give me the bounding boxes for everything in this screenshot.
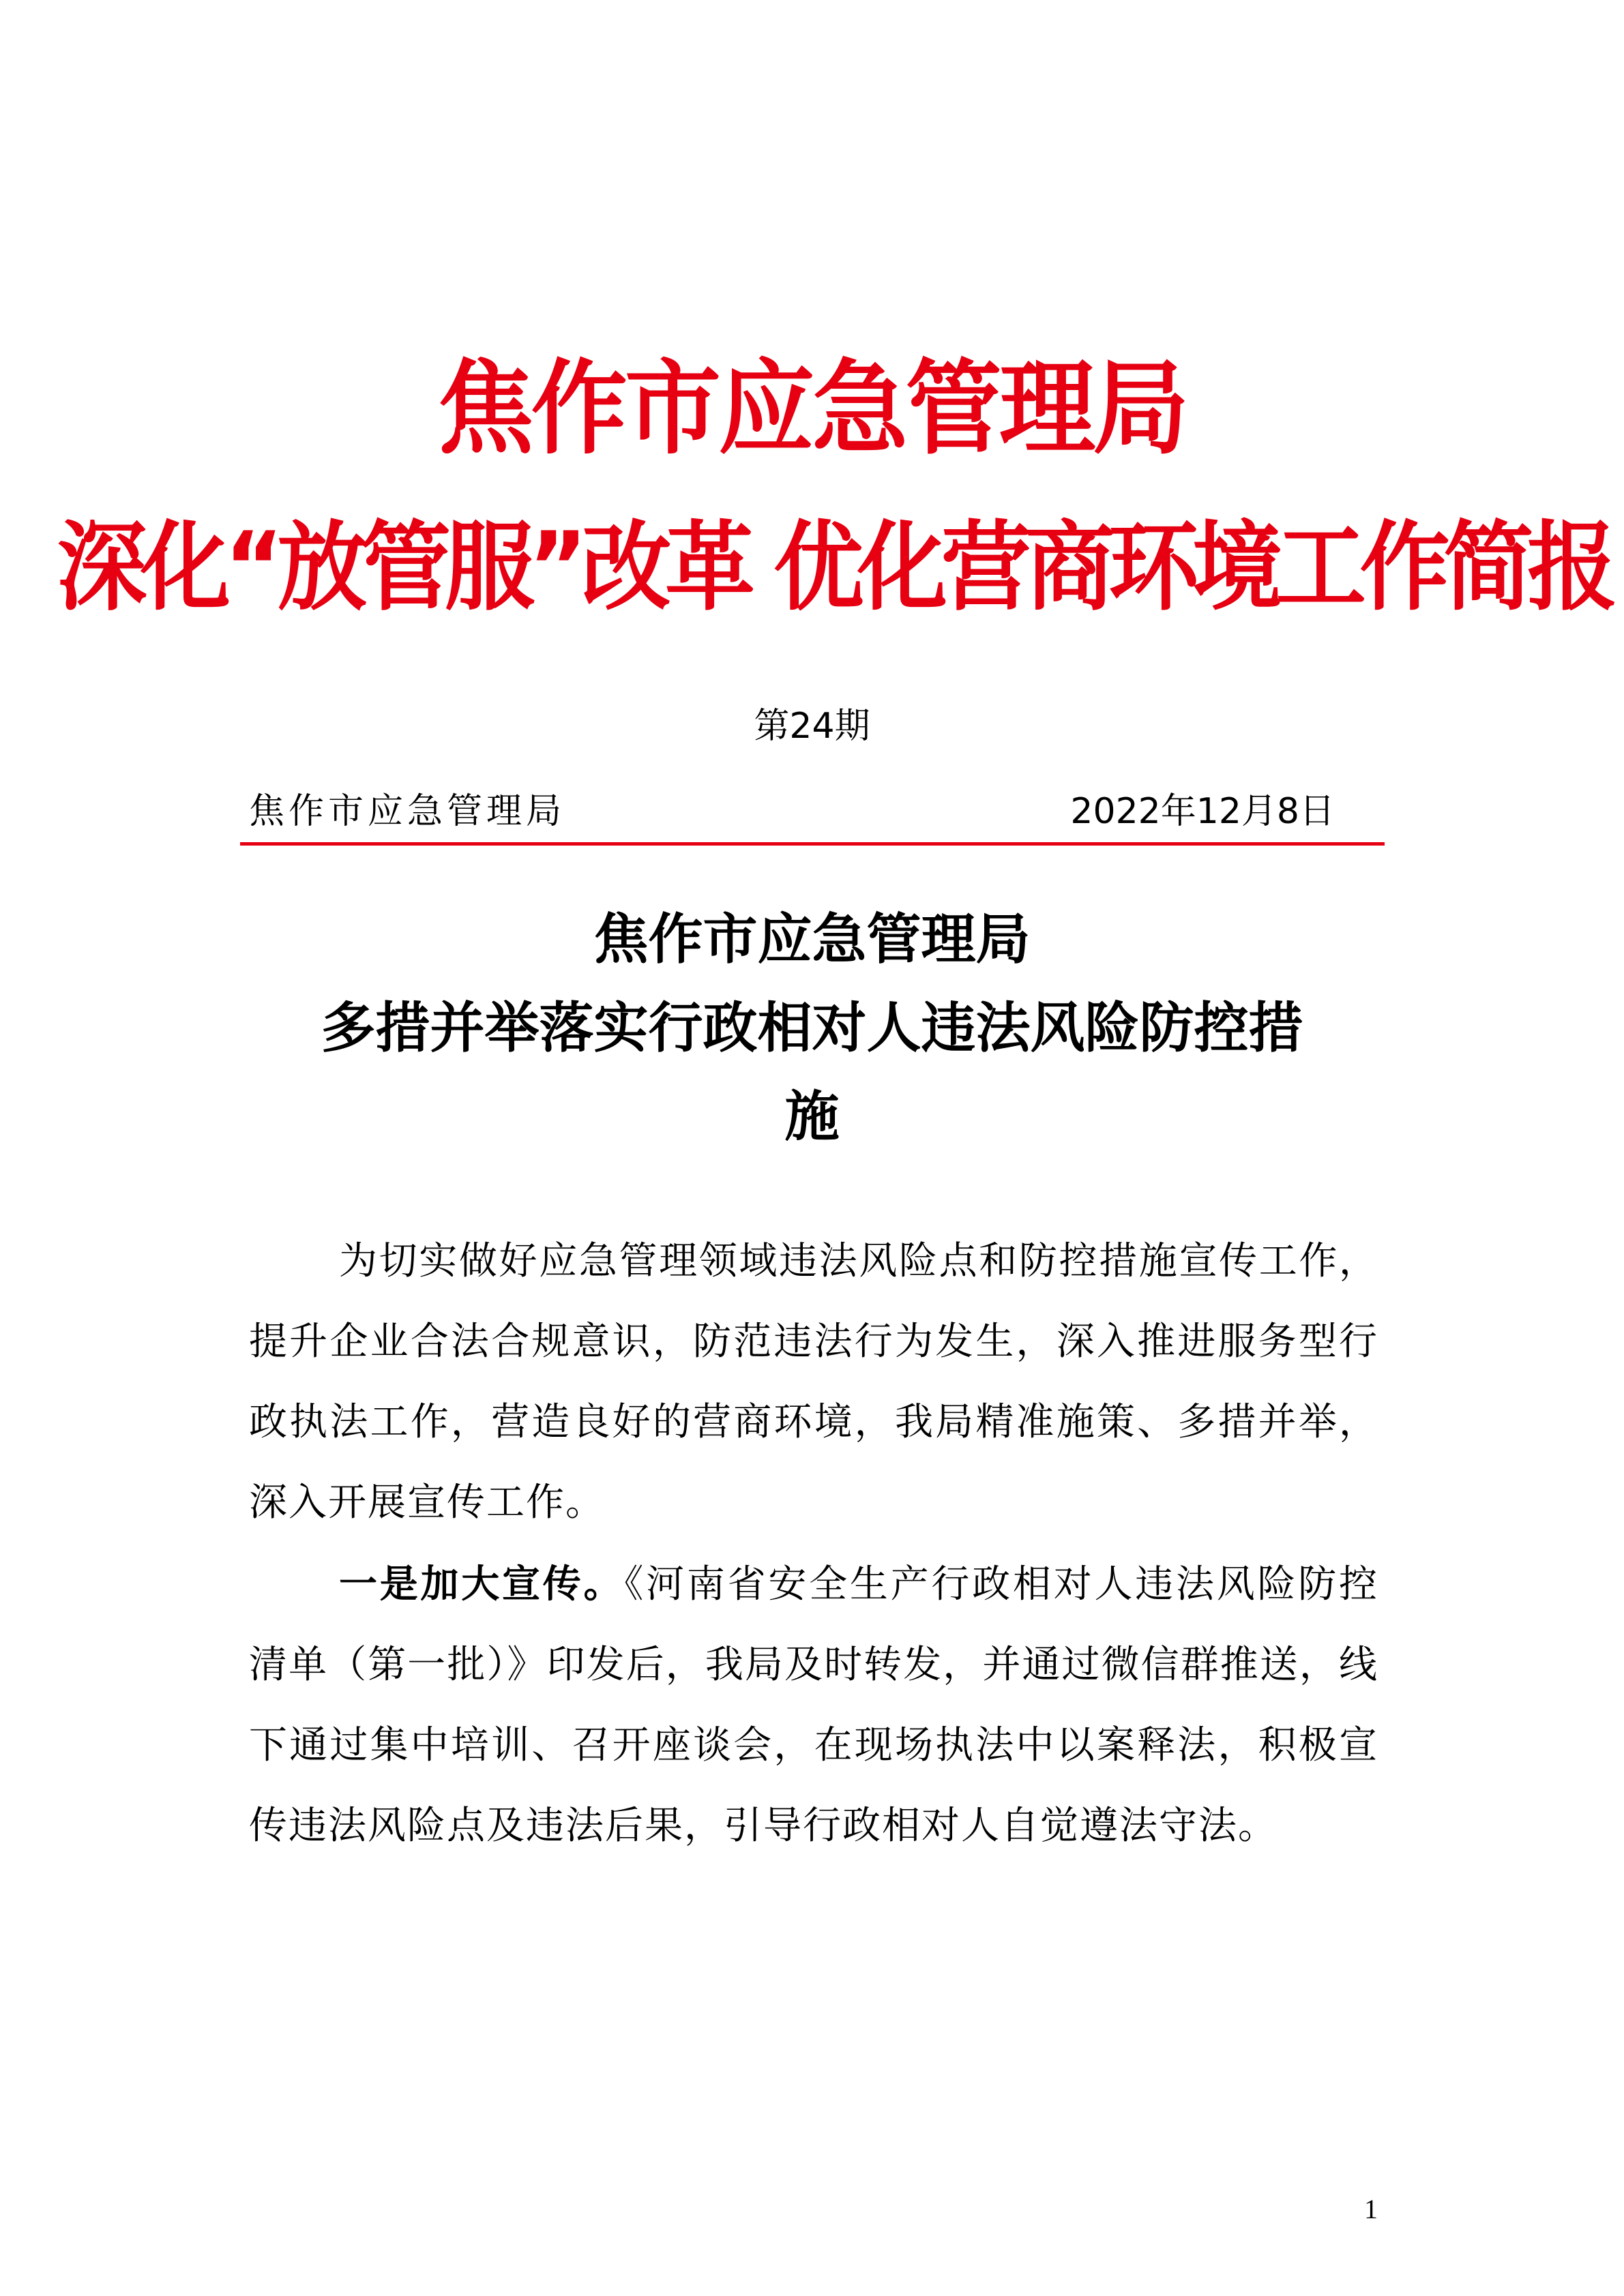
page-number: 1 <box>1364 2194 1378 2224</box>
paragraph-text: 为切实做好应急管理领域违法风险点和防控措施宣传工作，提升企业合法合规意识，防范违法行为发生，深入推进服务型行政执法工作，营造良好的营商环境，我局精准施策、多措并举，深入开展宣传工作。 <box>249 1239 1378 1525</box>
body-paragraph <box>249 1544 1378 1866</box>
issue-date: 2022年12月8日 <box>1070 791 1335 832</box>
paragraph-lead: 一是加大宣传。 <box>339 1562 625 1607</box>
issuer: 焦作市应急管理局 <box>249 791 566 832</box>
paragraph-text: 《河南省安全生产行政相对人违法风险防控清单（第一批）》印发后，我局及时转发，并通过微信群推送，线下通过集中培训、召开座谈会，在现场执法中以案释法，积极宣传违法风险点及违法后果，引导行政相对人自觉遵法守法。 <box>249 1562 1379 1848</box>
issue-number: 第24期 <box>754 706 870 747</box>
article-title-line: 焦作市应急管理局 <box>593 908 1031 971</box>
article-title-line: 施 <box>784 1085 840 1148</box>
red-divider-rule <box>240 842 1385 846</box>
masthead-bulletin-title: 深化“放管服”改革 优化营商环境工作简报 <box>57 511 1611 624</box>
masthead-organization: 焦作市应急管理局 <box>437 350 1187 468</box>
article-title-line: 多措并举落实行政相对人违法风险防控措 <box>321 996 1303 1060</box>
body-paragraph <box>249 1221 1378 1543</box>
